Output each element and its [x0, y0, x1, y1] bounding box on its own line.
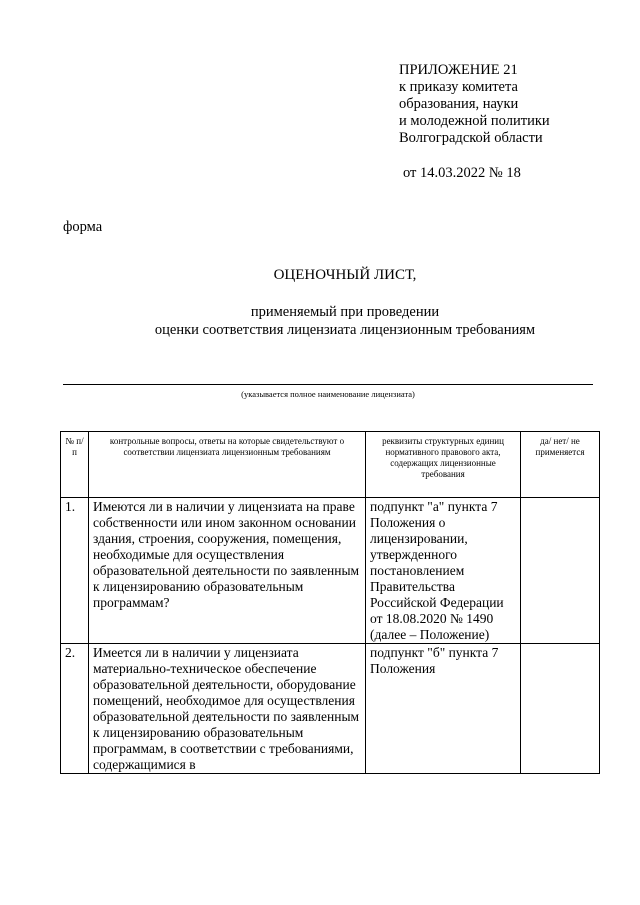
row-number: 2. [61, 644, 89, 774]
document-title: ОЦЕНОЧНЫЙ ЛИСТ, [273, 267, 417, 283]
row-answer-cell[interactable] [521, 498, 600, 644]
row-reference: подпункт "б" пункта 7 Положения [366, 644, 521, 774]
licensee-name-caption: (указывается полное наименование лицензиата) [241, 389, 415, 399]
table-row [61, 498, 600, 644]
subtitle-line: оценки соответствия лицензиата лицензионным требованиям [154, 322, 536, 338]
appendix-block [399, 62, 550, 147]
row-question: Имеются ли в наличии у лицензиата на праве собственности или ином законном основании здания, строения, сооружения, помещения, необходимые для осуществления образовательной деятельности по заявленным к лицензированию образовательным программам? [89, 498, 366, 644]
evaluation-table [60, 431, 600, 774]
subtitle-line: применяемый при проведении [250, 304, 440, 320]
header-question: контрольные вопросы, ответы на которые свидетельствуют о соответствии лицензиата лицензионным требованиям [89, 432, 366, 498]
appendix-title: ПРИЛОЖЕНИЕ 21 [399, 62, 518, 78]
form-label: форма [63, 219, 103, 235]
header-reference: реквизиты структурных единиц нормативного правового акта, содержащих лицензионные требования [366, 432, 521, 498]
appendix-line: Волгоградской области [399, 130, 543, 146]
document-subtitle [0, 303, 640, 339]
licensee-name-line [63, 384, 593, 385]
header-answer: да/ нет/ не применяется [521, 432, 600, 498]
header-number: № п/п [61, 432, 89, 498]
row-reference: подпункт "а" пункта 7 Положения о лицензировании, утвержденного постановлением Правительства Российской Федерации от 18.08.2020 № 1490 (далее – Положение) [366, 498, 521, 644]
table-header-row [61, 432, 600, 498]
row-question: Имеется ли в наличии у лицензиата материально-техническое обеспечение образовательной деятельности, оборудование помещений, необходимое для осуществления образовательной деятельности по заявленным к лицензированию образовательным программам, в соответствии с требованиями, содержащимися в [89, 644, 366, 774]
row-answer-cell[interactable] [521, 644, 600, 774]
appendix-line: и молодежной политики [399, 113, 550, 129]
row-number: 1. [61, 498, 89, 644]
appendix-line: к приказу комитета [399, 79, 518, 95]
appendix-date: от 14.03.2022 № 18 [403, 165, 521, 181]
table-row [61, 644, 600, 774]
appendix-line: образования, науки [399, 96, 519, 112]
